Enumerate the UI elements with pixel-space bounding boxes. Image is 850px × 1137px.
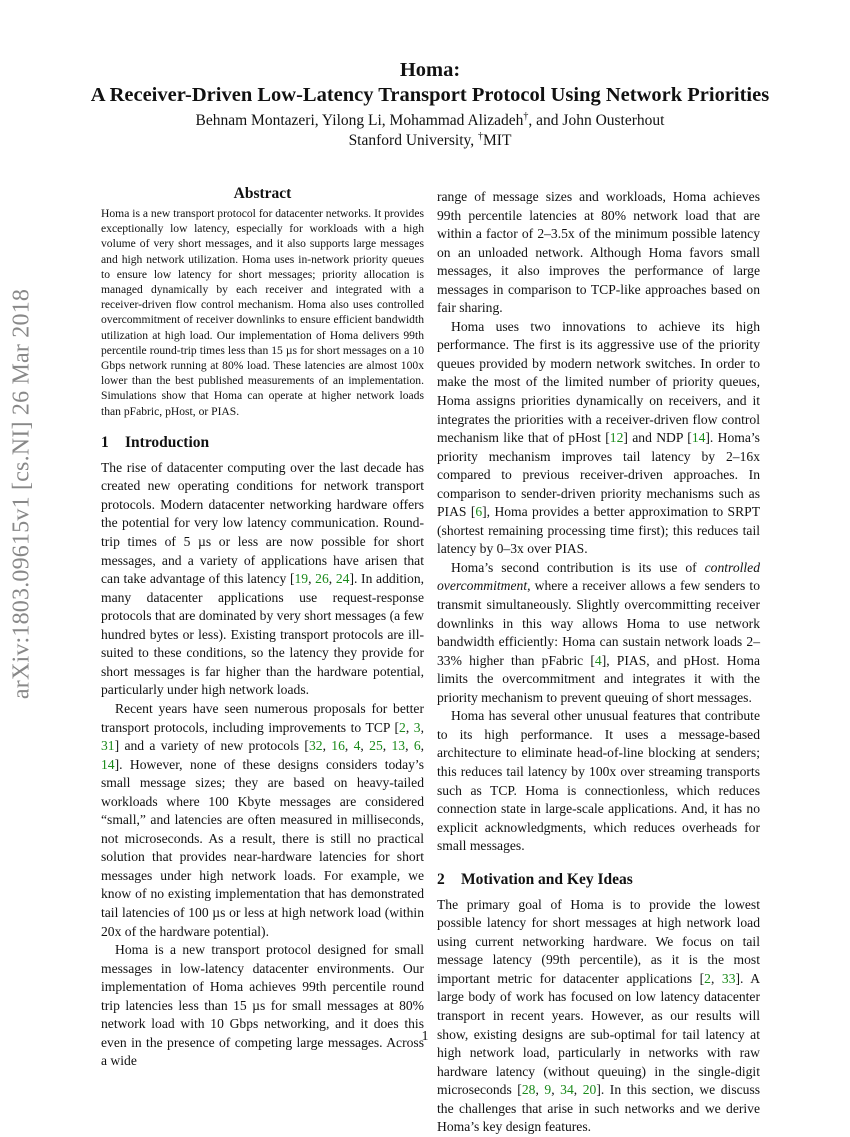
authors [90, 111, 770, 131]
citation-link[interactable]: 31 [101, 738, 115, 754]
affiliation-dagger: † [478, 130, 483, 142]
citation-link[interactable]: 28 [521, 1082, 536, 1098]
paragraph: range of message sizes and workloads, Homa achieves 99th percentile latencies at 80% network load that are within a factor of 2–3.5x of the minimum possible latency on an unloaded network. Although Homa favors small messages, it also improves the performance of large messages in comparison to TCP-like approaches based on fair sharing. [437, 189, 760, 316]
paper-title-line1: Homa: [399, 59, 461, 81]
citation-link[interactable]: 34 [560, 1082, 574, 1098]
citation-link[interactable]: 3 [413, 719, 421, 735]
paragraph: Homa uses two innovations to achieve its high performance. The first is its aggressive use of the priority queues provided by modern network switches. In order to make the most of the limited number of priority queues, Homa assigns priorities dynamically on receivers, and it integrates the priorities with a receiver-driven flow control mechanism like that of pHost [12] and NDP [14]. Homa’s priority mechanism improves tail latency by 2–16x compared to previous receiver-driven approaches. In comparison to sender-driven priority mechanisms such as PIAS [6], Homa provides a better approximation to SRPT (shortest remaining processing time first); this reduces tail latency by 0–3x over PIAS. [437, 318, 760, 557]
citation-link[interactable]: 16 [331, 738, 345, 754]
citation-link[interactable]: 24 [335, 571, 350, 587]
page-number: 1 [421, 1028, 429, 1043]
section-title: Motivation and Key Ideas [461, 870, 633, 888]
citation-link[interactable]: 6 [413, 738, 421, 754]
paragraph: The primary goal of Homa is to provide the lowest possible latency for short messages at high network load using current networking hardware. We focus on tail message latency (99th percentile), as it is the most important metric for datacenter applications [2, 33]. A large body of work has focused on low latency datacenter transport in recent years. However, as our results will show, existing designs are sub-optimal for tail latency at high network load, particularly in networks with raw hardware latency (without queuing) in the single-digit microseconds [28, 9, 34, 20]. In this section, we discuss the challenges that arise in such networks and we derive Homa’s key design features. [437, 896, 761, 1135]
citation-link[interactable]: 2 [399, 719, 406, 735]
paragraph: Homa’s second contribution is its use of controlled overcommitment, where a receiver allows a few senders to transmit simultaneously. Slightly overcommitting receiver downlinks in this way allows Homa to use network bandwidth efficiently: Homa can sustain network loads 2–33% higher than pFabric [4], PIAS, and pHost. Homa limits the overcommitment and integrates it with the priority mechanism to prevent queuing of short messages. [437, 559, 760, 705]
left-column [101, 180, 424, 1071]
citation-link[interactable]: 14 [691, 430, 706, 446]
citation-link[interactable]: 6 [475, 504, 483, 520]
section-heading-motivation [437, 870, 760, 890]
arxiv-stamp-text: arXiv:1803.09615v1 [cs.NI] 26 Mar 2018 [8, 288, 35, 699]
affiliation-rest: MIT [483, 132, 512, 149]
citation-link[interactable]: 2 [704, 970, 711, 986]
citation-link[interactable]: 12 [609, 430, 624, 446]
citation-link[interactable]: 4 [594, 652, 602, 668]
citation-link[interactable]: 19 [294, 571, 309, 587]
citation-link[interactable]: 20 [582, 1082, 597, 1098]
citation-link[interactable]: 26 [315, 571, 329, 587]
citation-link[interactable]: 9 [544, 1082, 552, 1098]
section-title: Introduction [125, 433, 210, 451]
emphasis: controlled overcommitment [437, 559, 760, 594]
paragraph: The rise of datacenter computing over the last decade has created new operating conditions for network transport protocols. Modern datacenter networking hardware offers the potential for very low latency communication. Round-trip times of 5 µs or less are now possible for short messages, and a variety of applications have arisen that can take advantage of this latency [19, 26, 24]. In addition, many datacenter applications use request-response protocols that are dominated by very short messages (a few hundred bytes or less). Existing transport protocols are ill-suited to these conditions, so the latency they provide for short messages is far higher than the hardware potential, particularly under high network loads. [101, 459, 425, 698]
paragraph: Homa is a new transport protocol designed for small messages in low-latency datacenter environments. Our implementation of Homa achieves 99th percentile round trip latencies less than 15 µs for small messages at 80% network load with 10 Gbps networking, and it does this even in the presence of competing large messages. Across a wide [101, 942, 424, 1069]
affiliation-main: Stanford University, [348, 132, 478, 149]
authors-main: Behnam Montazeri, Yilong Li, Mohammad Alizadeh [195, 112, 524, 129]
authors-dagger: † [523, 110, 529, 122]
authors-rest: , and John Ousterhout [528, 112, 665, 129]
citation-link[interactable]: 32 [308, 738, 323, 754]
section-number: 1 [101, 433, 109, 451]
citation-link[interactable]: 14 [101, 756, 115, 772]
section-heading-introduction [101, 433, 424, 453]
right-column [437, 188, 760, 1137]
citation-link[interactable]: 25 [369, 738, 383, 754]
abstract-heading: Abstract [233, 185, 292, 202]
abstract-text: Homa is a new transport protocol for datacenter networks. It provides exceptionally low latency, especially for workloads with a high volume of very short messages, and it also supports large messages and high network utilization. Homa uses in-network priority queues to ensure low latency for short messages; priority allocation is managed dynamically by each receiver and integrated with a receiver-driven flow control mechanism. Homa also uses controlled overcommitment of receiver downlinks to ensure efficient bandwidth utilization at high load. Our implementation of Homa delivers 99th percentile round-trip times less than 15 µs for short messages on a 10 Gbps network running at 80% load. These latencies are almost 100x lower than the best published measurements of an implementation. Simulations show that Homa can operate at higher network loads than pFabric, pHost, or PIAS. [101, 207, 424, 418]
title-block [90, 58, 770, 151]
affiliation [90, 131, 770, 151]
citation-link[interactable]: 13 [391, 738, 406, 754]
citation-link[interactable]: 4 [353, 738, 361, 754]
paragraph: Homa has several other unusual features that contribute to its high performance. It uses a message-based architecture to eliminate head-of-line blocking at senders; this reduces tail latency by 100x over streaming transports such as TCP. Homa is connectionless, which reduces connection state in large-scale applications. And, it has no explicit acknowledgments, which reduces overheads for small messages. [437, 708, 760, 854]
paper-title-line2: A Receiver-Driven Low-Latency Transport Protocol Using Network Priorities [90, 84, 770, 106]
citation-link[interactable]: 33 [721, 970, 736, 986]
paragraph: Recent years have seen numerous proposals for better transport protocols, including improvements to TCP [2, 3, 31] and a variety of new protocols [32, 16, 4, 25, 13, 6, 14]. However, none of these designs considers today’s small message sizes; they are based on heavy-tailed workloads where 100 Kbyte messages are considered “small,” and latencies are often measured in milliseconds, not microseconds. As a result, there is still no practical solution that provides near-hardware latencies for short messages under high network loads. For example, we know of no existing implementation that has demonstrated tail latencies of 100 µs or less at high network load (within 20x of the hardware potential). [101, 700, 425, 939]
arxiv-stamp [2, 288, 42, 699]
section-number: 2 [437, 870, 445, 888]
